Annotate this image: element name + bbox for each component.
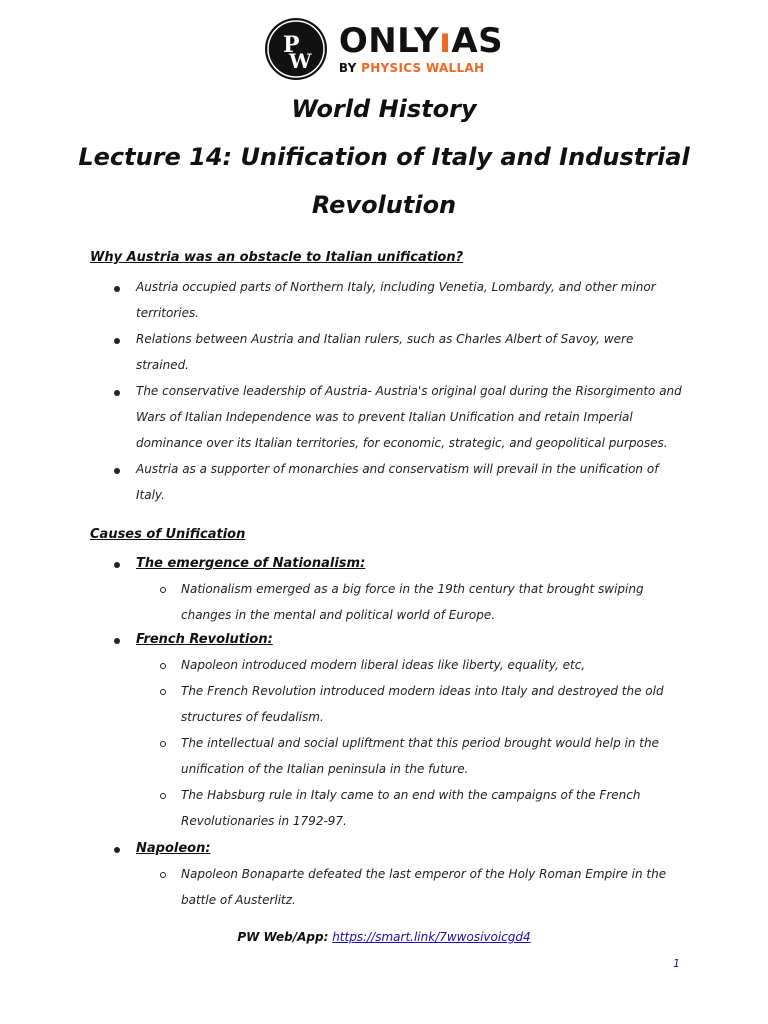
sub-bullet-text: changes in the mental and political world of Europe. xyxy=(181,608,496,622)
svg-text:W: W xyxy=(288,49,312,73)
page-title: World History xyxy=(291,95,477,123)
brand-name-part: AS xyxy=(451,21,504,61)
sub-bullet-circle xyxy=(160,872,166,878)
section-heading-austria: Why Austria was an obstacle to Italian unification? xyxy=(90,250,464,265)
brand-wordmark xyxy=(339,23,503,75)
footer-link[interactable]: https://smart.link/7wwosivoicgd4 xyxy=(332,930,531,944)
bullet-dot xyxy=(114,562,120,568)
sub-bullet-circle xyxy=(160,741,166,747)
footer-label: PW Web/App: xyxy=(237,930,329,944)
section-heading-causes: Causes of Unification xyxy=(90,527,246,542)
cause-heading: Napoleon: xyxy=(136,841,211,856)
bullet-dot xyxy=(114,468,120,474)
bullet-dot xyxy=(114,390,120,396)
bullet-text: Relations between Austria and Italian rulers, such as Charles Albert of Savoy, were xyxy=(136,332,634,346)
sub-bullet-circle xyxy=(160,689,166,695)
page-number: 1 xyxy=(673,957,680,970)
bullet-text: Austria as a supporter of monarchies and conservatism will prevail in the unification of xyxy=(136,462,659,476)
bullet-text: territories. xyxy=(136,306,200,320)
pw-logo-icon xyxy=(265,18,327,80)
bullet-dot xyxy=(114,338,120,344)
brand-tagline-part: BY xyxy=(338,61,362,75)
bullet-text: The conservative leadership of Austria- Austria's original goal during the Risorgimento and xyxy=(136,384,682,398)
header-logo xyxy=(0,18,768,80)
brand-name-dot: ı xyxy=(439,21,452,61)
footer xyxy=(0,930,768,944)
sub-bullet-text: Revolutionaries in 1792-97. xyxy=(181,814,347,828)
bullet-text: Wars of Italian Independence was to prevent Italian Unification and retain Imperial xyxy=(136,410,633,424)
sub-bullet-text: The French Revolution introduced modern ideas into Italy and destroyed the old xyxy=(181,684,664,698)
sub-bullet-circle xyxy=(160,587,166,593)
brand-tagline xyxy=(339,61,503,75)
bullet-dot xyxy=(114,847,120,853)
sub-bullet-text: The Habsburg rule in Italy came to an end with the campaigns of the French xyxy=(181,788,641,802)
brand-name xyxy=(339,23,503,59)
sub-bullet-text: battle of Austerlitz. xyxy=(181,893,296,907)
bullet-dot xyxy=(114,286,120,292)
bullet-text: strained. xyxy=(136,358,189,372)
sub-bullet-text: structures of feudalism. xyxy=(181,710,324,724)
svg-text:P: P xyxy=(282,32,300,58)
brand-name-part: ONLY xyxy=(338,21,440,61)
bullet-text: Austria occupied parts of Northern Italy, including Venetia, Lombardy, and other minor xyxy=(136,280,656,294)
sub-bullet-text: The intellectual and social upliftment that this period brought would help in the xyxy=(181,736,659,750)
sub-bullet-text: Napoleon Bonaparte defeated the last emperor of the Holy Roman Empire in the xyxy=(181,867,667,881)
brand-tagline-highlight: PHYSICS WALLAH xyxy=(361,61,485,75)
bullet-dot xyxy=(114,638,120,644)
cause-heading: French Revolution: xyxy=(136,632,273,647)
lecture-title-line1: Lecture 14: Unification of Italy and Industrial xyxy=(78,143,690,171)
bullet-text: Italy. xyxy=(136,488,165,502)
lecture-title-line2: Revolution xyxy=(311,191,457,219)
bullet-text: dominance over its Italian territories, for economic, strategic, and geopolitical purposes. xyxy=(136,436,668,450)
sub-bullet-text: Nationalism emerged as a big force in the 19th century that brought swiping xyxy=(181,582,644,596)
sub-bullet-circle xyxy=(160,663,166,669)
sub-bullet-text: unification of the Italian peninsula in the future. xyxy=(181,762,469,776)
sub-bullet-circle xyxy=(160,793,166,799)
sub-bullet-text: Napoleon introduced modern liberal ideas like liberty, equality, etc, xyxy=(181,658,586,672)
cause-heading: The emergence of Nationalism: xyxy=(136,556,366,571)
